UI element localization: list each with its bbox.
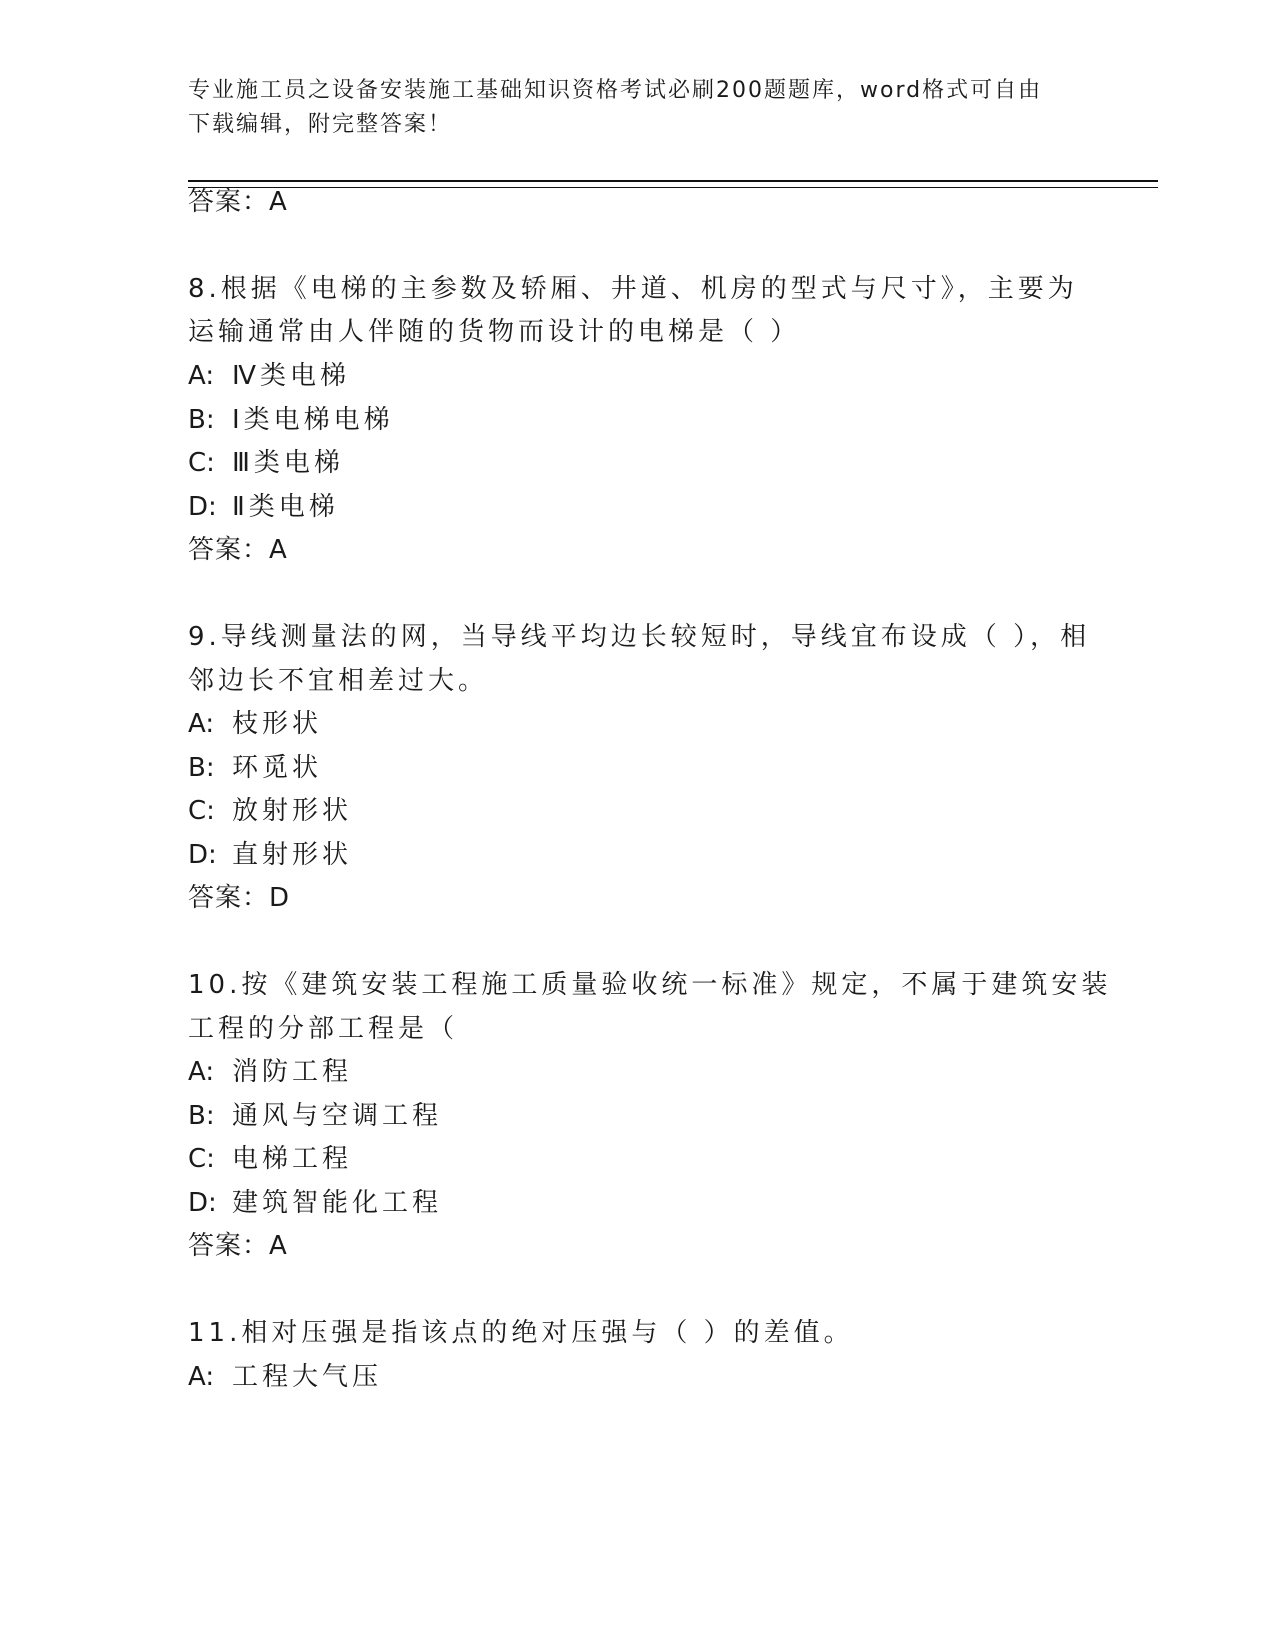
option-key: B:: [188, 1101, 215, 1131]
question-8-answer: 答案：A: [188, 535, 288, 565]
question-9-option-c: [188, 794, 352, 828]
option-key: A:: [188, 361, 215, 391]
option-key: A:: [188, 709, 215, 739]
question-10-stem-line-2: 工程的分部工程是（: [188, 1014, 459, 1044]
option-key: A:: [188, 1362, 215, 1392]
option-key: D:: [188, 492, 217, 522]
header-line-2: 下载编辑，附完整答案！: [188, 112, 453, 137]
option-text: 通风与空调工程: [232, 1101, 443, 1131]
document-header: [188, 74, 1088, 142]
option-text: Ⅲ类电梯: [232, 448, 344, 478]
question-8-stem-line-1: 8.根据《电梯的主参数及轿厢、井道、机房的型式与尺寸》，主要为: [188, 274, 1078, 304]
option-key: C:: [188, 796, 215, 826]
header-divider: [188, 180, 1158, 188]
option-text: 建筑智能化工程: [232, 1188, 443, 1218]
option-key: D:: [188, 1188, 217, 1218]
question-8-stem-line-2: 运输通常由人伴随的货物而设计的电梯是（ ）: [188, 317, 801, 347]
option-text: Ⅱ类电梯: [232, 492, 339, 522]
option-text: 环觅状: [232, 753, 323, 783]
question-10-option-d: [188, 1186, 442, 1220]
header-line-1: 专业施工员之设备安装施工基础知识资格考试必刷200题题库，word格式可自由: [188, 78, 1043, 103]
option-key: B:: [188, 405, 215, 435]
question-8-option-c: [188, 446, 344, 480]
question-9-stem-line-1: 9.导线测量法的网，当导线平均边长较短时，导线宜布设成（ ），相: [188, 622, 1091, 652]
question-11-stem-line-1: 11.相对压强是指该点的绝对压强与（ ）的差值。: [188, 1318, 854, 1348]
question-8-option-a: [188, 359, 350, 393]
question-9-stem-line-2: 邻边长不宜相差过大。: [188, 666, 489, 696]
option-text: 放射形状: [232, 796, 353, 826]
question-8-option-b: [188, 403, 394, 437]
question-10-answer: 答案：A: [188, 1231, 288, 1261]
question-9-answer: 答案：D: [188, 883, 291, 913]
option-key: C:: [188, 448, 215, 478]
question-8-option-d: [188, 490, 339, 524]
question-9-option-b: [188, 751, 322, 785]
question-9-option-a: [188, 707, 322, 741]
question-10-stem-line-1: 10.按《建筑安装工程施工质量验收统一标准》规定，不属于建筑安装: [188, 970, 1112, 1000]
option-key: B:: [188, 753, 215, 783]
option-text: 直射形状: [232, 840, 353, 870]
question-10-option-c: [188, 1142, 352, 1176]
option-key: C:: [188, 1144, 215, 1174]
option-text: Ⅰ类电梯电梯: [232, 405, 394, 435]
question-10-option-a: [188, 1055, 352, 1089]
option-text: 消防工程: [232, 1057, 353, 1087]
option-text: 工程大气压: [232, 1362, 383, 1392]
option-key: A:: [188, 1057, 215, 1087]
answer-line: 答案：A: [188, 187, 288, 217]
option-text: 枝形状: [232, 709, 323, 739]
question-9-option-d: [188, 838, 352, 872]
option-text: 电梯工程: [232, 1144, 353, 1174]
question-11-option-a: [188, 1360, 382, 1394]
option-text: Ⅳ类电梯: [232, 361, 350, 391]
option-key: D:: [188, 840, 217, 870]
question-10-option-b: [188, 1099, 442, 1133]
